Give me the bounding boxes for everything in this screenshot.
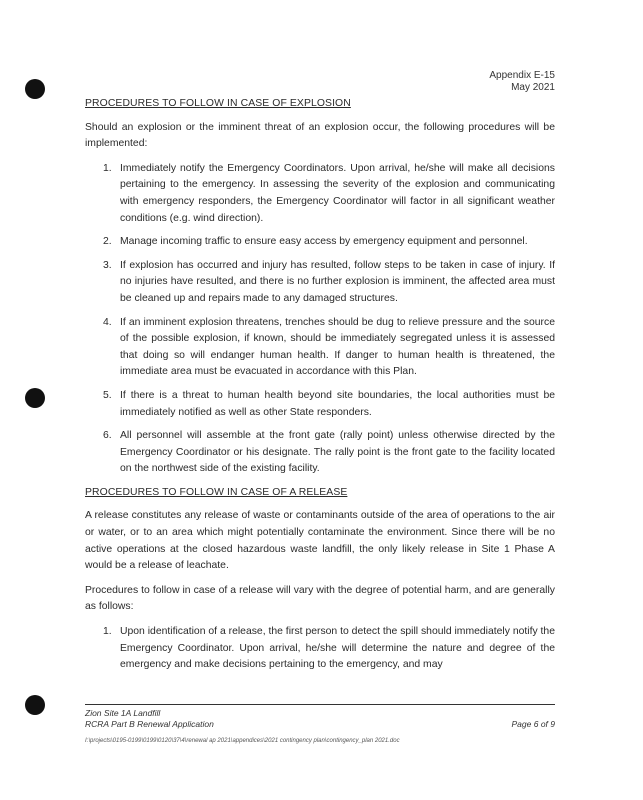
item-number: 3. — [103, 259, 112, 271]
appendix-label: Appendix E-15 — [489, 70, 555, 81]
page-header — [489, 70, 555, 94]
item-number: 1. — [103, 162, 112, 174]
page-number: Page 6 of 9 — [511, 719, 555, 729]
item-number: 5. — [103, 389, 112, 401]
list-item — [85, 234, 555, 251]
file-path: I:\projects\0195-0199\0199\0120\37\4\renewal ap 2021\appendices\2021 contingency plan\contingency_plan 2021.doc — [85, 738, 400, 744]
list-item — [85, 624, 555, 674]
release-steps — [85, 624, 555, 674]
footer-application-name: RCRA Part B Renewal Application — [85, 719, 214, 729]
item-number: 4. — [103, 316, 112, 328]
release-definition: A release constitutes any release of waste or contaminants outside of the area of operations to the air or water, or to an area which might potentially contaminate the environment. Since there will be no active operations at the closed hazardous waste landfill, the only likely release in Site 1 Phase A would be a release of leachate. — [85, 510, 555, 572]
footer-document-info — [85, 708, 214, 730]
binder-hole — [25, 695, 45, 715]
item-number: 6. — [103, 430, 112, 442]
list-item — [85, 161, 555, 227]
item-text: If explosion has occurred and injury has resulted, follow steps to be taken in case of injury. If no injuries have resulted, and there is no further explosion is imminent, the affected area must be cleaned up and repairs made to any damaged structures. — [120, 259, 555, 304]
list-item — [85, 258, 555, 308]
explosion-intro: Should an explosion or the imminent threat of an explosion occur, the following procedures will be implemented: — [85, 121, 555, 150]
binder-hole — [25, 388, 45, 408]
item-text: All personnel will assemble at the front gate (rally point) unless otherwise directed by the Emergency Coordinator or his designate. The rally point is the front gate to the facility located on the northwest side of the existing facility. — [120, 430, 555, 475]
binder-hole — [25, 79, 45, 99]
item-text: If there is a threat to human health beyond site boundaries, the local authorities must be immediately notified as well as other State responders. — [120, 389, 555, 418]
explosion-heading: PROCEDURES TO FOLLOW IN CASE OF EXPLOSION — [85, 98, 351, 109]
footer-site-name: Zion Site 1A Landfill — [85, 708, 161, 718]
item-number: 2. — [103, 236, 112, 248]
release-heading: PROCEDURES TO FOLLOW IN CASE OF A RELEASE — [85, 486, 348, 498]
list-item — [85, 428, 555, 478]
explosion-steps — [85, 161, 555, 478]
header-date: May 2021 — [511, 82, 555, 93]
item-text: Upon identification of a release, the first person to detect the spill should immediately notify the Emergency Coordinator. Upon arrival, he/she will determine the nature and degree of the emergency and make decisions pertaining to the emergency, and may — [120, 626, 555, 671]
document-body — [85, 96, 555, 681]
list-item — [85, 315, 555, 381]
release-procedures-intro: Procedures to follow in case of a release will vary with the degree of potential harm, and are generally as follows: — [85, 584, 555, 613]
item-number: 1. — [103, 626, 112, 638]
item-text: Manage incoming traffic to ensure easy access by emergency equipment and personnel. — [120, 236, 528, 248]
item-text: Immediately notify the Emergency Coordinators. Upon arrival, he/she will make all decisions pertaining to the emergency. In assessing the severity of the explosion and communicating with emergency responders, the Emergency Coordinator will factor in all significant weather conditions (e.g. wind direction). — [120, 162, 555, 224]
list-item — [85, 388, 555, 421]
footer-divider — [85, 704, 555, 705]
item-text: If an imminent explosion threatens, trenches should be dug to relieve pressure and the source of the possible explosion, if known, should be immediately segregated unless it is assessed that doing so will endanger human health. If danger to human health is threatened, the immediate area must be evacuated in accordance with this Plan. — [120, 316, 555, 378]
